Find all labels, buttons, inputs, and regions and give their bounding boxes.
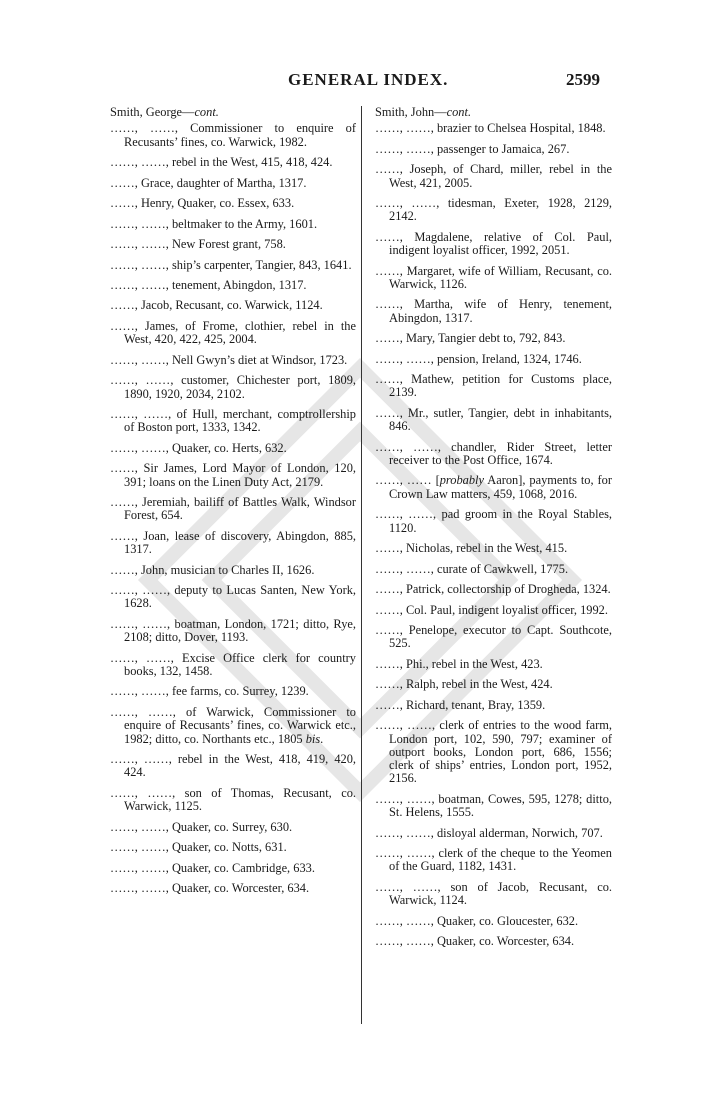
index-entry: ……, Jeremiah, bailiff of Battles Walk, Windsor Forest, 654. [110,495,356,523]
index-entry: ……, ……, rebel in the West, 418, 419, 420, 424. [110,752,356,780]
index-entry: ……, ……, New Forest grant, 758. [110,237,286,252]
index-entry: ……, Phi., rebel in the West, 423. [375,656,543,671]
index-entry: ……, ……, Quaker, co. Surrey, 630. [110,819,293,834]
index-entry: ……, ……, tenement, Abingdon, 1317. [110,277,307,292]
index-entry: ……, ……, tidesman, Exeter, 1928, 2129, 2142. [375,196,612,224]
index-entry: ……, ……, beltmaker to the Army, 1601. [110,216,318,231]
page-number: 2599 [566,70,600,89]
index-entry: ……, Joan, lease of discovery, Abingdon, 885, 1317. [110,528,356,557]
index-entry: ……, ……, ship’s carpenter, Tangier, 843, 1641. [110,257,352,272]
index-entry: ……, ……, Quaker, co. Herts, 632. [110,440,287,455]
index-entry: ……, Margaret, wife of William, Recusant, co. Warwick, 1126. [375,263,612,291]
index-entry: ……, ……, Quaker, co. Notts, 631. [110,840,287,855]
index-entry: ……, ……, deputy to Lucas Santen, New York, 1628. [110,583,356,611]
index-entry: ……, ……, clerk of the cheque to the Yeomen of the Guard, 1182, 1431. [375,846,612,874]
index-entry: ……, ……, disloyal alderman, Norwich, 707. [375,825,603,840]
index-entry: ……, Patrick, collectorship of Drogheda, 1324. [375,582,611,597]
index-entry: ……, ……, pension, Ireland, 1324, 1746. [375,351,582,366]
index-entry: ……, Nicholas, rebel in the West, 415. [375,541,568,556]
index-entry: ……, ……, brazier to Chelsea Hospital, 1848. [375,121,606,136]
index-entry: ……, Ralph, rebel in the West, 424. [375,677,553,692]
index-entry: ……, ……, fee farms, co. Surrey, 1239. [110,684,309,699]
index-entry: ……, John, musician to Charles II, 1626. [110,562,315,577]
index-entry: ……, Henry, Quaker, co. Essex, 633. [110,196,295,211]
index-column-right [375,106,612,956]
entry-list [375,122,612,948]
index-entry: ……, ……, boatman, Cowes, 595, 1278; ditto, St. Helens, 1555. [375,791,612,820]
index-entry: ……, Grace, daughter of Martha, 1317. [110,175,307,190]
index-entry: ……, ……, son of Thomas, Recusant, co. Warwick, 1125. [110,785,356,814]
index-entry: ……, Sir James, Lord Mayor of London, 120, 391; loans on the Linen Duty Act, 2179. [110,461,356,489]
index-entry: ……, ……, Quaker, co. Worcester, 634. [110,881,310,896]
index-entry: ……, Penelope, executor to Capt. Southcote, 525. [375,622,612,651]
entry-list [110,122,356,895]
index-entry: ……, Richard, tenant, Bray, 1359. [375,697,546,712]
index-entry: ……, ……, pad groom in the Royal Stables, 1120. [375,507,612,535]
index-entry: ……, …… [probably Aaron], payments to, for Crown Law matters, 459, 1068, 2016. [375,473,612,501]
index-column-left [110,106,356,903]
running-title: GENERAL INDEX. [288,70,449,89]
index-entry: ……, ……, Quaker, co. Worcester, 634. [375,934,575,949]
index-entry: ……, ……, Commissioner to enquire of Recusants’ fines, co. Warwick, 1982. [110,121,356,149]
index-entry: ……, Mary, Tangier debt to, 792, 843. [375,331,566,346]
page-header [110,70,600,92]
index-entry: ……, ……, clerk of entries to the wood farm, London port, 102, 590, 797; examiner of outport books, London port, 686, 1556; clerk of ships’ entries, London port, 1952, 2156. [375,718,612,786]
index-entry: ……, ……, son of Jacob, Recusant, co. Warwick, 1124. [375,879,612,908]
column-heading: Smith, George—cont. [110,105,219,119]
index-entry: ……, ……, Excise Office clerk for country books, 132, 1458. [110,650,356,678]
index-entry: ……, Col. Paul, indigent loyalist officer, 1992. [375,602,608,617]
index-entry: ……, Magdalene, relative of Col. Paul, indigent loyalist officer, 1992, 2051. [375,229,612,258]
index-entry: ……, ……, Quaker, co. Gloucester, 632. [375,913,579,928]
column-divider [361,106,362,1024]
index-entry: ……, James, of Frome, clothier, rebel in the West, 420, 422, 425, 2004. [110,318,356,347]
index-entry: ……, ……, curate of Cawkwell, 1775. [375,561,569,576]
index-entry: ……, ……, of Warwick, Commissioner to enquire of Recusants’ fines, co. Warwick etc., 1982; ditto, co. Northants etc., 1805 bis. [110,704,356,746]
index-entry: ……, ……, rebel in the West, 415, 418, 424. [110,155,333,170]
column-heading: Smith, John—cont. [375,105,472,119]
index-entry: ……, Joseph, of Chard, miller, rebel in the West, 421, 2005. [375,162,612,190]
index-entry: ……, ……, boatman, London, 1721; ditto, Rye, 2108; ditto, Dover, 1193. [110,616,356,645]
index-entry: ……, ……, Quaker, co. Cambridge, 633. [110,860,315,875]
index-entry: ……, ……, passenger to Jamaica, 267. [375,141,570,156]
index-entry: ……, ……, chandler, Rider Street, letter receiver to the Post Office, 1674. [375,439,612,467]
index-entry: ……, Mr., sutler, Tangier, debt in inhabitants, 846. [375,405,612,434]
index-entry: ……, Martha, wife of Henry, tenement, Abingdon, 1317. [375,297,612,325]
index-entry: ……, ……, Nell Gwyn’s diet at Windsor, 1723. [110,352,348,367]
index-entry: ……, ……, of Hull, merchant, comptrollership of Boston port, 1333, 1342. [110,407,356,435]
index-entry: ……, Jacob, Recusant, co. Warwick, 1124. [110,298,323,313]
index-entry: ……, Mathew, petition for Customs place, 2139. [375,372,612,400]
index-entry: ……, ……, customer, Chichester port, 1809, 1890, 1920, 2034, 2102. [110,373,356,401]
